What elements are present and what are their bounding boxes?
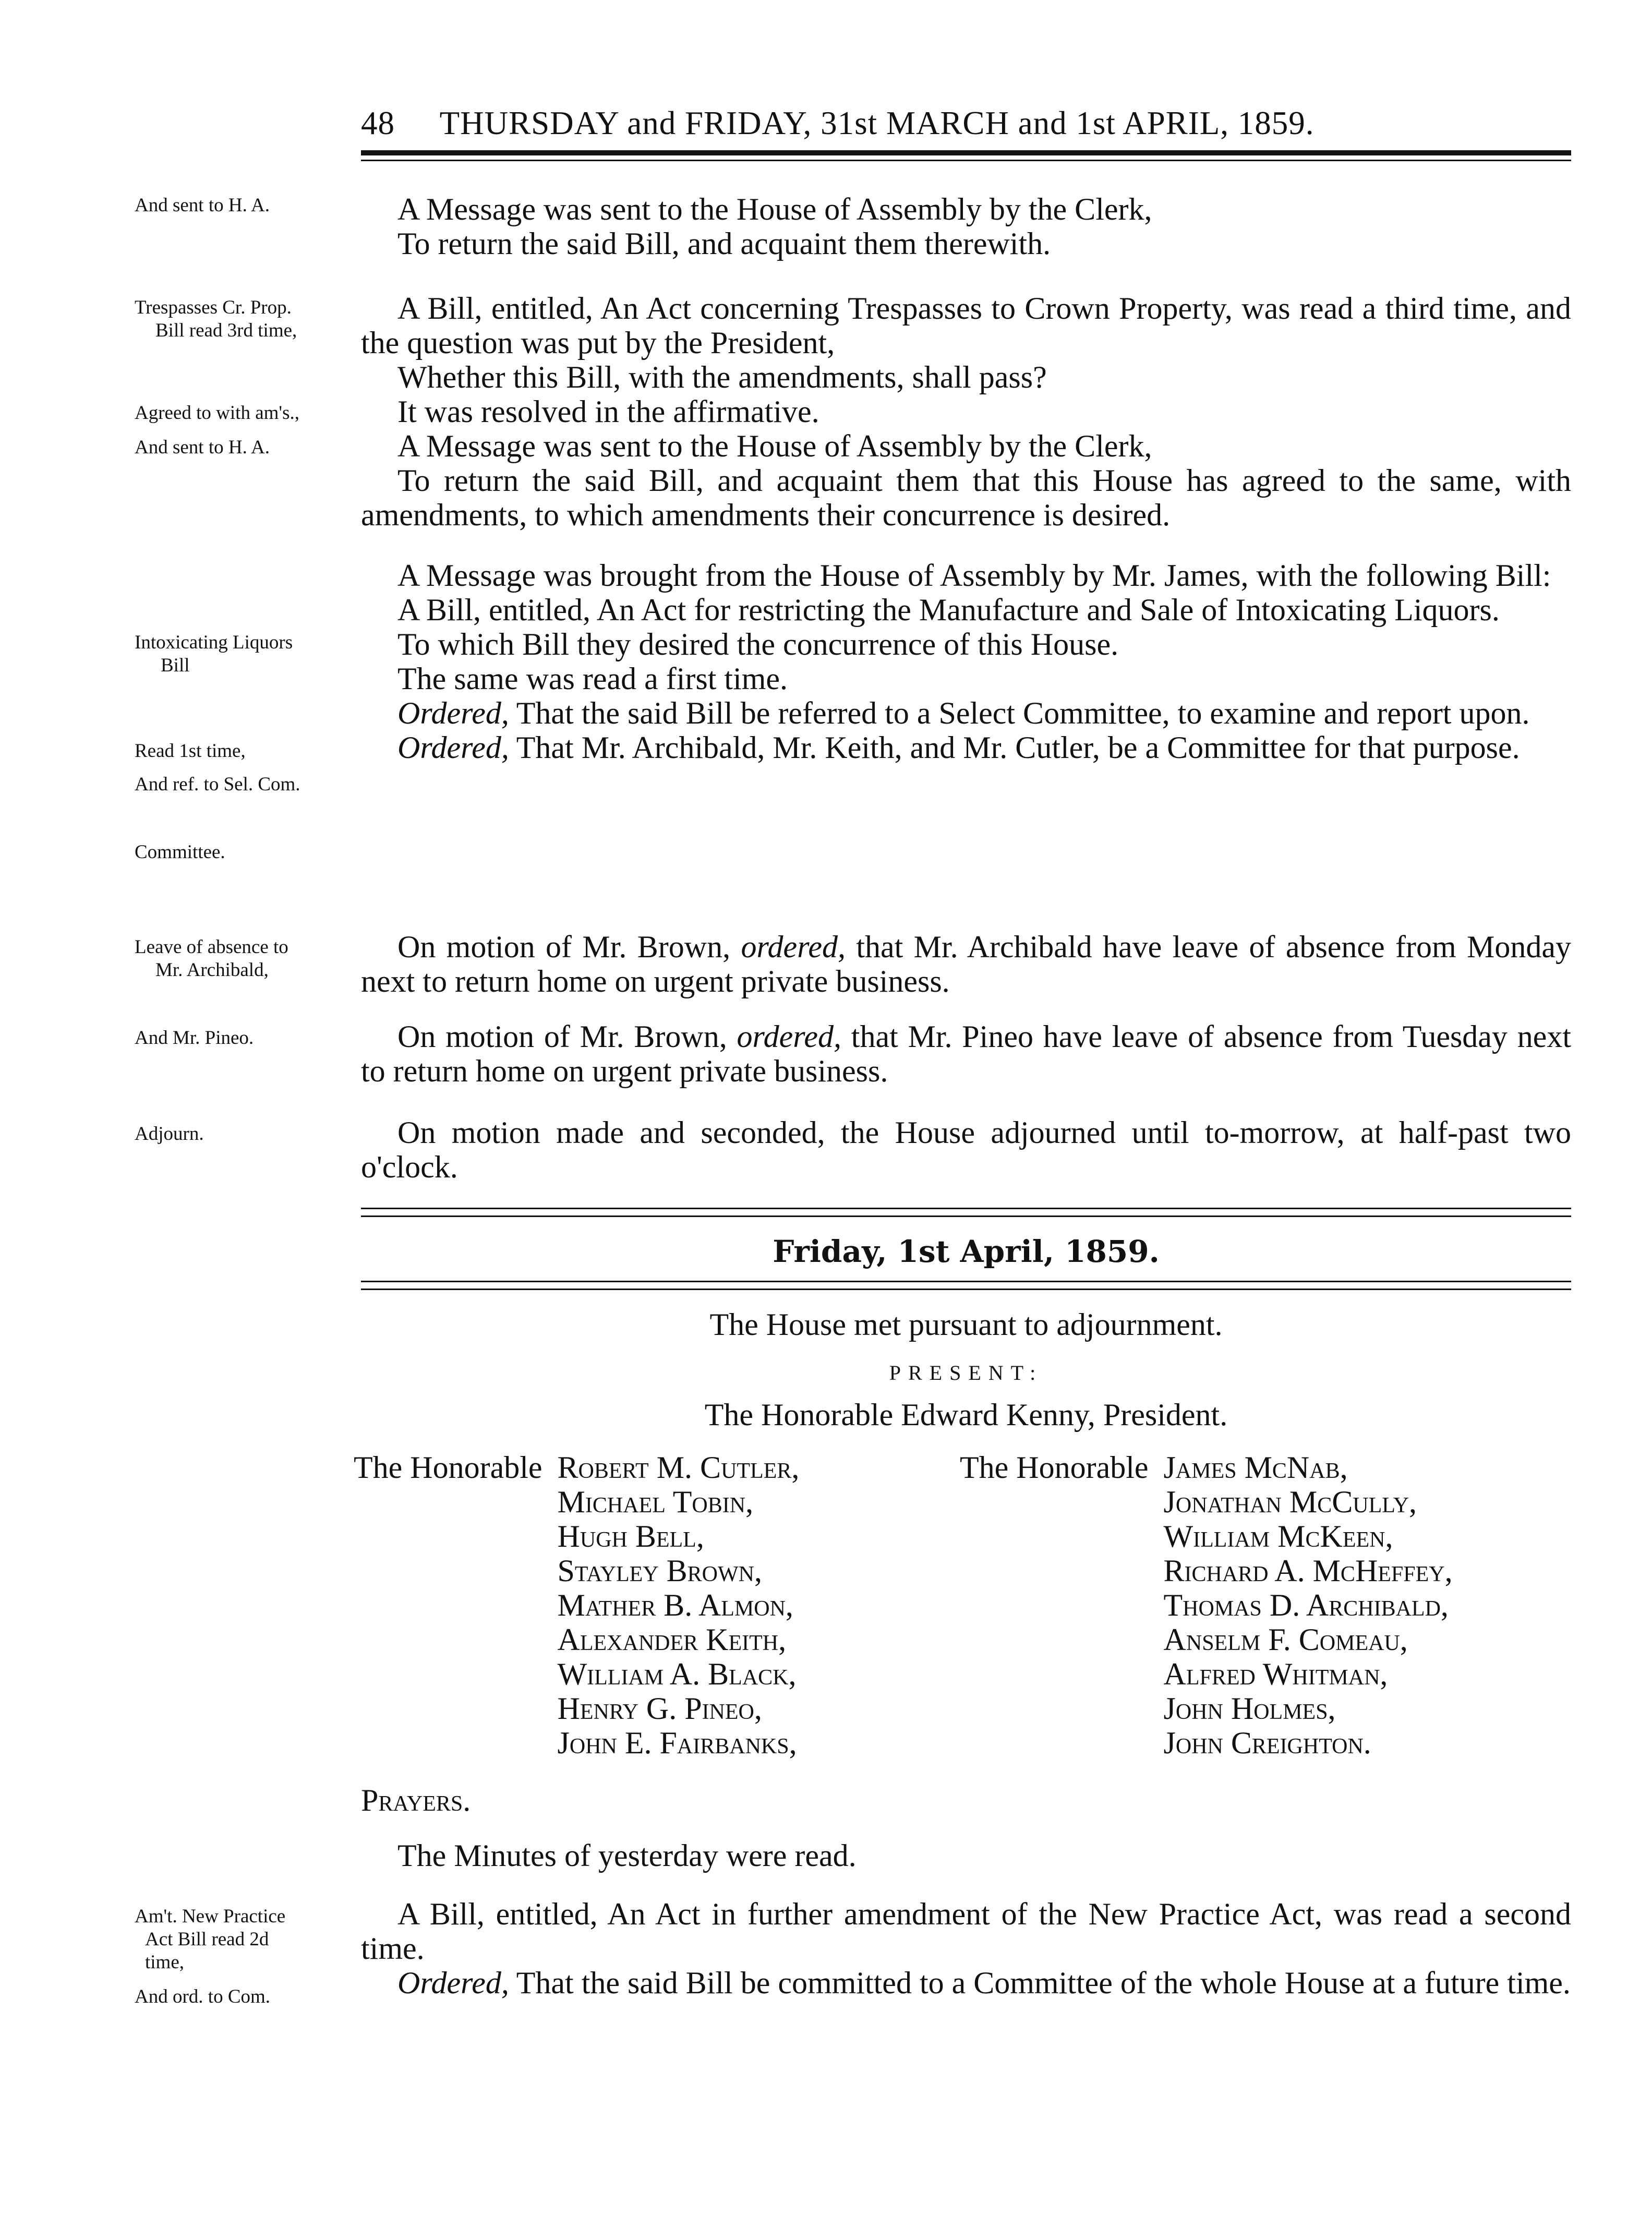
text-block: A Bill, entitled, An Act concerning Trespasses to Crown Property, was read a third time, and the question was put by the President, <box>361 291 1571 360</box>
ordered-word: Ordered, <box>397 730 509 765</box>
text-block <box>361 930 1571 998</box>
margin-note-line: Trespasses Cr. Prop. <box>135 297 292 318</box>
margin-note-ref-sel: And ref. to Sel. Com. <box>135 774 300 795</box>
margin-note-liquors <box>135 631 354 677</box>
present-heading: PRESENT: <box>889 1361 1043 1385</box>
member-name: Richard A. McHeffey, <box>1163 1554 1453 1588</box>
paragraph-adjourn <box>361 1115 1571 1184</box>
members-left <box>354 1450 799 1760</box>
text-block <box>361 696 1571 730</box>
ordered-word: Ordered, <box>397 696 509 730</box>
margin-note-read-first: Read 1st time, <box>135 740 246 762</box>
text-line: A Message was sent to the House of Assembly by the Clerk, <box>397 192 1152 226</box>
margin-note-line: Bill <box>161 655 190 676</box>
paragraph-trespasses <box>361 291 1571 532</box>
margin-note-line: time, <box>145 1952 185 1973</box>
margin-note-line: Mr. Archibald, <box>155 959 269 981</box>
text-block: It was resolved in the affirmative. <box>397 394 819 429</box>
honorable-label: The Honorable <box>354 1450 542 1485</box>
member-name: John Holmes, <box>1163 1691 1336 1726</box>
ordered-word: Ordered, <box>397 1966 509 2000</box>
section-rule-top-2 <box>361 1215 1571 1217</box>
margin-note-line: Bill read 3rd time, <box>155 320 297 341</box>
margin-note-adjourn: Adjourn. <box>135 1123 204 1145</box>
member-name: Thomas D. Archibald, <box>1163 1588 1449 1622</box>
paragraph-liquors <box>361 558 1571 765</box>
member-name: William McKeen, <box>1163 1519 1393 1554</box>
text-block: The Minutes of yesterday were read. <box>397 1838 857 1873</box>
text-block: The same was read a first time. <box>397 661 788 696</box>
paragraph-new-practice <box>361 1897 1571 2000</box>
margin-note-committee: Committee. <box>135 841 225 863</box>
member-name: Robert M. Cutler, <box>557 1450 800 1485</box>
margin-note-agreed: Agreed to with am's., <box>135 402 299 424</box>
member-name: Stayley Brown, <box>557 1554 762 1588</box>
margin-note-sent-2: And sent to H. A. <box>135 437 270 458</box>
text-block: A Bill, entitled, An Act for restricting the Manufacture and Sale of Intoxicating Liquors. <box>397 593 1500 627</box>
member-name: James McNab, <box>1163 1450 1348 1485</box>
members-list-right <box>1164 1450 1453 1760</box>
member-name: John E. Fairbanks, <box>557 1726 797 1760</box>
motion-text: that Mr. Pineo have leave of absence from Tuesday next to return home on urgent private business. <box>361 1019 1572 1088</box>
header-rule-thin <box>361 160 1571 161</box>
member-name: Alfred Whitman, <box>1163 1657 1388 1691</box>
motion-text: On motion of Mr. Brown, <box>397 1019 727 1054</box>
page-title: THURSDAY and FRIDAY, 31st MARCH and 1st APRIL, 1859. <box>439 105 1315 141</box>
text-block <box>361 1966 1571 2000</box>
paragraph-minutes <box>361 1838 1571 1873</box>
member-name: William A. Black, <box>557 1657 797 1691</box>
page-header <box>361 104 1571 142</box>
member-name: Mather B. Almon, <box>557 1588 793 1622</box>
member-name: Henry G. Pineo, <box>557 1691 762 1726</box>
header-rule <box>361 150 1571 155</box>
ordered-word: ordered, <box>737 1019 842 1054</box>
prayers: Prayers. <box>361 1783 471 1817</box>
margin-note-line: Act Bill read 2d <box>145 1929 269 1950</box>
paragraph-message <box>361 192 1571 261</box>
text-block: A Message was brought from the House of Assembly by Mr. James, with the following Bill: <box>397 558 1551 593</box>
paragraph-leave-pineo <box>361 1019 1571 1088</box>
text-block: On motion made and seconded, the House adjourned until to-morrow, at half-past two o'clock. <box>361 1115 1571 1184</box>
met-line: The House met pursuant to adjournment. <box>709 1307 1223 1342</box>
margin-note-sent <box>135 194 354 217</box>
section-title: Friday, 1st April, 1859. <box>773 1234 1160 1269</box>
text-block: To which Bill they desired the concurrence of this House. <box>397 627 1119 661</box>
margin-note-line: And sent to H. A. <box>135 195 270 216</box>
margin-note-new-practice <box>135 1905 354 1974</box>
margin-note-line: Am't. New Practice <box>135 1906 286 1927</box>
president-line: The Honorable Edward Kenny, President. <box>704 1398 1228 1432</box>
margin-note-trespasses <box>135 296 354 342</box>
text-line: To return the said Bill, and acquaint them therewith. <box>397 226 1051 261</box>
section-rule-bottom-2 <box>361 1289 1571 1290</box>
members-list-left <box>558 1450 800 1760</box>
ordered-text: That Mr. Archibald, Mr. Keith, and Mr. Cutler, be a Committee for that purpose. <box>516 730 1520 765</box>
members-right <box>960 1450 1453 1760</box>
member-name: Jonathan McCully, <box>1163 1485 1417 1519</box>
section-rule-bottom <box>361 1281 1571 1282</box>
member-name: Michael Tobin, <box>557 1485 754 1519</box>
honorable-label: The Honorable <box>960 1450 1149 1485</box>
margin-note-ord-com: And ord. to Com. <box>135 1986 271 2007</box>
text-block: A Bill, entitled, An Act in further amendment of the New Practice Act, was read a second time. <box>361 1897 1571 1966</box>
ordered-text: That the said Bill be referred to a Select Committee, to examine and report upon. <box>516 696 1530 730</box>
ordered-word: ordered, <box>741 930 846 964</box>
page-number: 48 <box>361 105 395 141</box>
text-block: A Message was sent to the House of Assembly by the Clerk, <box>397 429 1152 463</box>
margin-note-leave <box>135 936 354 982</box>
motion-text: On motion of Mr. Brown, <box>397 930 731 964</box>
section-rule-top <box>361 1208 1571 1209</box>
ordered-text: That the said Bill be committed to a Committee of the whole House at a future time. <box>516 1966 1571 2000</box>
member-name: Alexander Keith, <box>557 1622 787 1657</box>
text-block: To return the said Bill, and acquaint them that this House has agreed to the same, with amendments, to which amendments their concurrence is desired. <box>361 463 1571 532</box>
text-block <box>361 1019 1571 1088</box>
member-name: Anselm F. Comeau, <box>1163 1622 1408 1657</box>
motion-text: that Mr. Archibald have leave of absence from Monday next to return home on urgent private business. <box>361 930 1572 998</box>
member-name: Hugh Bell, <box>557 1519 704 1554</box>
paragraph-leave-archibald <box>361 930 1571 998</box>
margin-note-line: Intoxicating Liquors <box>135 632 293 653</box>
margin-note-pineo: And Mr. Pineo. <box>135 1027 254 1049</box>
margin-note-line: Leave of absence to <box>135 936 288 958</box>
text-block: Whether this Bill, with the amendments, shall pass? <box>397 360 1047 394</box>
member-name: John Creighton. <box>1163 1726 1371 1760</box>
text-block <box>361 730 1571 765</box>
